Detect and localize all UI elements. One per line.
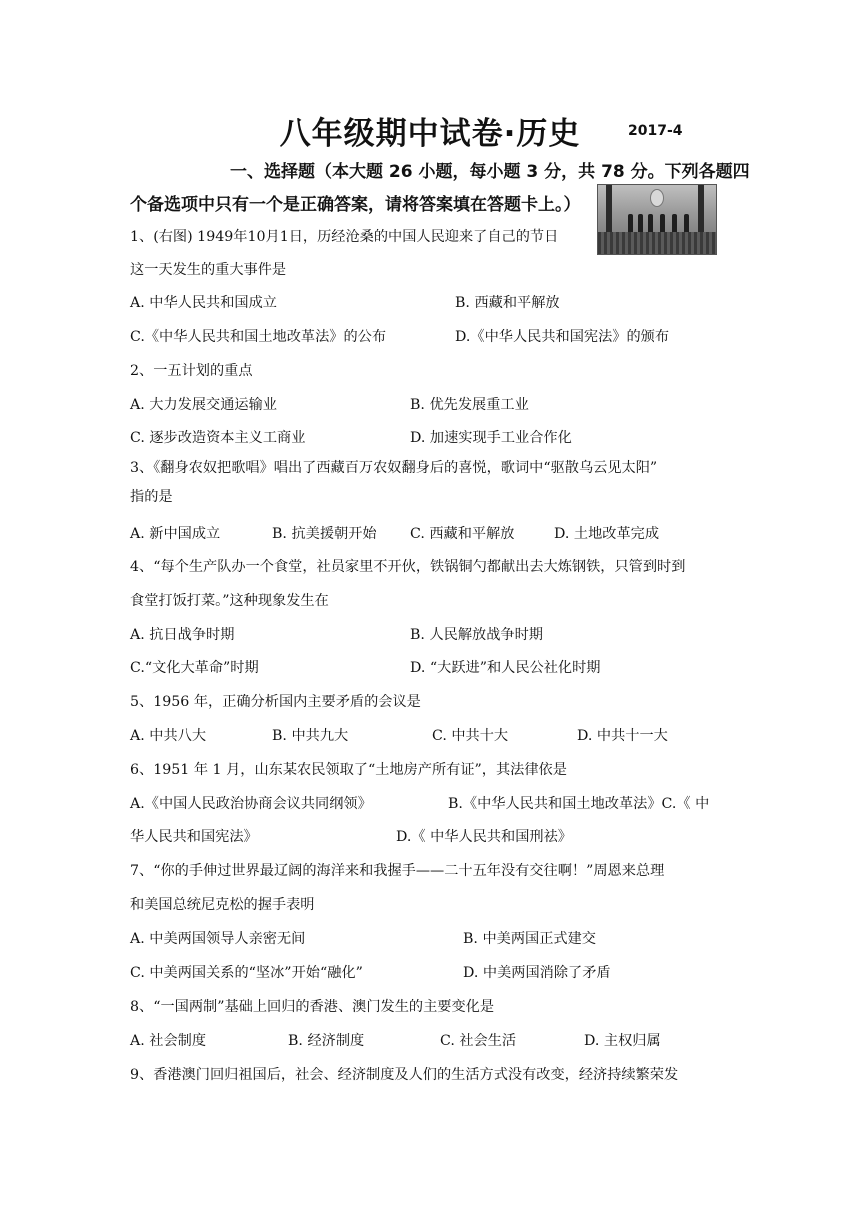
q1-stem-cont: 这一天发生的重大事件是 — [130, 262, 287, 278]
figure-shape — [684, 214, 689, 234]
q8-option-b: B. 经济制度 — [288, 1033, 365, 1049]
q2-option-c: C. 逐步改造资本主义工商业 — [130, 430, 306, 446]
q6-option-b: B.《中华人民共和国土地改革法》C.《 中 — [448, 796, 710, 812]
q9-stem: 9、香港澳门回归祖国后，社会、经济制度及人们的生活方式没有改变，经济持续繁荣发 — [130, 1067, 679, 1083]
q7-stem: 7、“你的手伸过世界最辽阔的海洋来和我握手——二十五年没有交往啊！”周恩来总理 — [130, 863, 665, 879]
q3-stem: 3、《翻身农奴把歌唱》唱出了西藏百万农奴翻身后的喜悦，歌词中“驱散乌云见太阳” — [130, 460, 658, 476]
q2-option-d: D. 加速实现手工业合作化 — [410, 430, 572, 446]
lantern-shape — [650, 189, 664, 207]
q6-option-a: A.《中国人民政治协商会议共同纲领》 — [130, 796, 372, 812]
q8-option-c: C. 社会生活 — [440, 1033, 517, 1049]
page-title: 八年级期中试卷·历史 — [279, 116, 581, 152]
q4-option-a: A. 抗日战争时期 — [130, 627, 235, 643]
section-instruction: 一、选择题（本大题 26 小题，每小题 3 分，共 78 分。下列各题四 — [230, 162, 750, 182]
figure-shape — [660, 214, 665, 234]
q6-option-d: D.《 中华人民共和国刑祛》 — [396, 829, 572, 845]
q3-stem-cont: 指的是 — [130, 489, 173, 505]
q6-stem: 6、1951 年 1 月，山东某农民领取了“土地房产所有证”，其法律依是 — [130, 762, 567, 778]
q7-option-c: C. 中美两国关系的“坚冰”开始“融化” — [130, 965, 363, 981]
exam-date: 2017-4 — [628, 123, 683, 139]
q3-option-c: C. 西藏和平解放 — [410, 526, 515, 542]
q5-stem: 5、1956 年，正确分析国内主要矛盾的会议是 — [130, 694, 421, 710]
q1-stem: 1、(右图) 1949年10月1日，历经沧桑的中国人民迎来了自己的节日 — [130, 229, 559, 245]
q2-option-a: A. 大力发展交通运输业 — [130, 397, 277, 413]
q5-option-c: C. 中共十大 — [432, 728, 509, 744]
q3-option-b: B. 抗美援朝开始 — [272, 526, 377, 542]
figure-shape — [638, 214, 643, 234]
q7-option-d: D. 中美两国消除了矛盾 — [463, 965, 611, 981]
q3-option-a: A. 新中国成立 — [130, 526, 221, 542]
section-instruction-cont: 个备选项中只有一个是正确答案，请将答案填在答题卡上。） — [130, 195, 581, 215]
q8-stem: 8、“一国两制”基础上回归的香港、澳门发生的主要变化是 — [130, 999, 495, 1015]
figure-shape — [648, 214, 653, 234]
q4-option-c: C.“文化大革命”时期 — [130, 660, 259, 676]
q3-option-d: D. 土地改革完成 — [554, 526, 660, 542]
crowd-shape — [598, 232, 716, 254]
founding-ceremony-photo — [597, 184, 717, 255]
q7-option-a: A. 中美两国领导人亲密无间 — [130, 931, 306, 947]
q5-option-b: B. 中共九大 — [272, 728, 349, 744]
q1-option-c: C.《中华人民共和国土地改革法》的公布 — [130, 329, 387, 345]
q5-option-a: A. 中共八大 — [130, 728, 207, 744]
q4-option-b: B. 人民解放战争时期 — [410, 627, 543, 643]
q2-stem: 2、一五计划的重点 — [130, 363, 253, 379]
q4-stem-cont: 食堂打饭打菜。”这种现象发生在 — [130, 593, 329, 609]
q6-option-c: 华人民共和国宪法》 — [130, 829, 258, 845]
figure-shape — [672, 214, 677, 234]
q7-stem-cont: 和美国总统尼克松的握手表明 — [130, 897, 315, 913]
q1-option-a: A. 中华人民共和国成立 — [130, 295, 277, 311]
q7-option-b: B. 中美两国正式建交 — [463, 931, 596, 947]
q8-option-d: D. 主权归属 — [584, 1033, 661, 1049]
q1-option-b: B. 西藏和平解放 — [455, 295, 560, 311]
q4-option-d: D. “大跃进”和人民公社化时期 — [410, 660, 601, 676]
q1-option-d: D.《中华人民共和国宪法》的颁布 — [455, 329, 670, 345]
q2-option-b: B. 优先发展重工业 — [410, 397, 529, 413]
q5-option-d: D. 中共十一大 — [577, 728, 668, 744]
figure-shape — [628, 214, 633, 234]
q8-option-a: A. 社会制度 — [130, 1033, 207, 1049]
q4-stem: 4、“每个生产队办一个食堂，社员家里不开伙，铁锅铜勺都献出去大炼钢铁，只管到时到 — [130, 559, 686, 575]
